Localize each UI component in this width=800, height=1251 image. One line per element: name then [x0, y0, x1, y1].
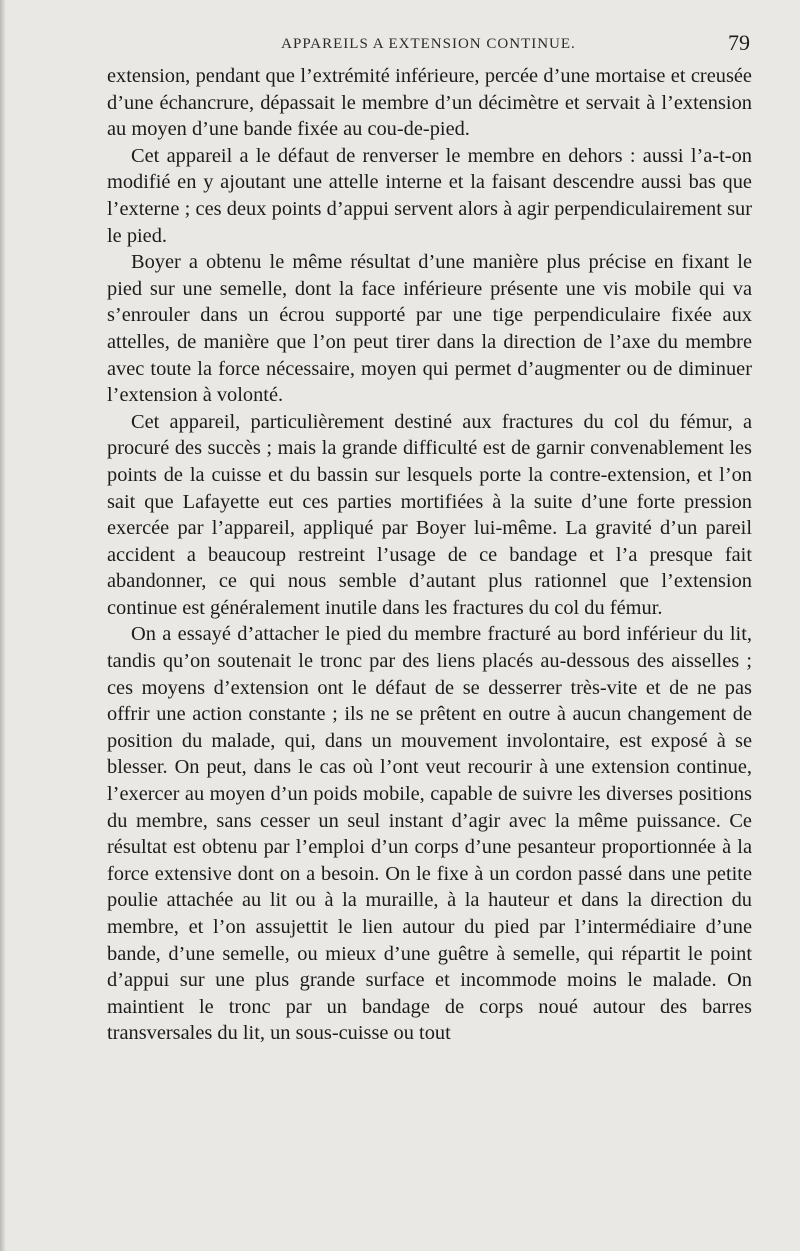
paragraph: Cet appareil, particulièrement destiné aux fractures du col du fémur, a procuré des succès ; mais la grande difficulté est de garnir convenablement les points de la cuisse et du bassin sur lesquels porte la contre-extension, et l’on sait que Lafayette eut ces parties mortifiées à la suite d’une forte pression exercée par l’appareil, appliqué par Boyer lui-même. La gravité d’un pareil accident a beaucoup restreint l’usage de ce bandage et l’a presque fait abandonner, ce qui nous semble d’autant plus rationnel que l’extension continue est généralement inutile dans les fractures du col du fémur.: [107, 410, 752, 619]
paragraph: Cet appareil a le défaut de renverser le membre en dehors : aussi l’a-t-on modifié en y ajoutant une attelle interne et la faisant descendre aussi bas que l’externe ; ces deux points d’appui servent alors à agir perpendiculairement sur le pied.: [107, 144, 752, 247]
paragraph-continued: extension, pendant que l’extrémité inférieure, percée d’une mortaise et creusée d’une échancrure, dépassait le membre d’un décimètre et servait à l’extension au moyen d’une bande fixée au cou-de-pied.: [107, 65, 752, 141]
body-text: [107, 63, 752, 1047]
paragraph: Boyer a obtenu le même résultat d’une manière plus précise en fixant le pied sur une semelle, dont la face inférieure présente une vis mobile qui va s’enrouler dans un écrou supporté par une tige perpendiculaire fixée aux attelles, de manière que l’on peut tirer dans la direction de l’axe du membre avec toute la force nécessaire, moyen qui permet d’augmenter ou de diminuer l’extension à volonté.: [107, 251, 752, 407]
page-number: 79: [728, 30, 750, 55]
running-title: APPAREILS A EXTENSION CONTINUE.: [281, 36, 576, 52]
paragraph: On a essayé d’attacher le pied du membre fracturé au bord inférieur du lit, tandis qu’on soutenait le tronc par des liens placés au-dessous des aisselles ; ces moyens d’extension ont le défaut de se desserrer très-vite et de ne pas offrir une action constante ; ils ne se prêtent en outre à aucun changement de position du malade, qui, dans un mouvement involontaire, est exposé à se blesser. On peut, dans le cas où l’ont veut recourir à une extension continue, l’exercer au moyen d’un poids mobile, capable de suivre les diverses positions du membre, sans cesser un seul instant d’agir avec la même puissance. Ce résultat est obtenu par l’emploi d’un corps d’une pesanteur proportionnée à la force extensive dont on a besoin. On le fixe à un cordon passé dans une petite poulie attachée au lit ou à la muraille, à la hauteur et dans la direction du membre, et l’on assujettit le lien autour du pied par l’intermédiaire d’une bande, d’une semelle, ou mieux d’une guêtre à semelle, qui répartit le point d’appui sur une plus grande surface et incommode moins le malade. On maintient le tronc par un bandage de corps noué autour des barres transversales du lit, un sous-cuisse ou tout: [107, 623, 752, 1045]
page-header: [107, 30, 750, 60]
